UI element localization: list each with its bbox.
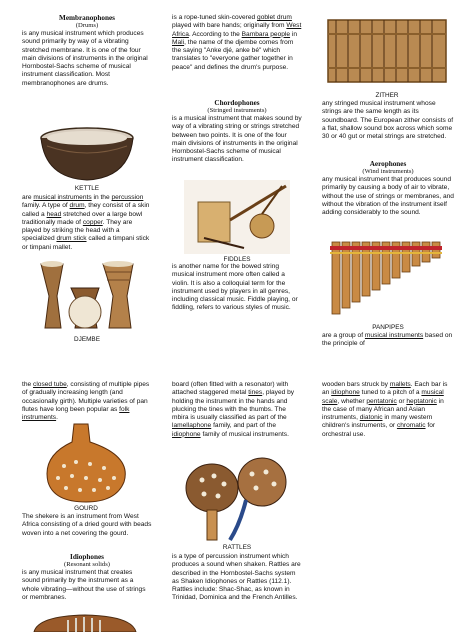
- aerophones-heading: Aerophones: [369, 160, 407, 168]
- aerophones-section: [322, 160, 454, 217]
- panpipes-caption: PANPIPES: [372, 324, 404, 331]
- link-folk-instruments[interactable]: folk instruments: [22, 405, 130, 422]
- rattles-text: is a type of percussion instrument which produces a sound when shaken. Rattles are described in the Hornbostel-Sachs system as Shaken Idiophones or Rattles (112.1). Rattles include: Shac-Shac, as known in Trinidad, Dominica and the French Antilles.: [172, 553, 301, 602]
- link-copper[interactable]: copper: [82, 218, 103, 226]
- aerophones-subheading: (Wind instruments): [362, 168, 414, 175]
- link-drum[interactable]: drum: [69, 202, 85, 210]
- link-mali[interactable]: Mali: [172, 38, 185, 46]
- link-pentatonic[interactable]: pentatonic: [366, 397, 397, 405]
- idiophones-section: [22, 553, 152, 602]
- zither-image: [322, 14, 452, 90]
- link-west-africa[interactable]: West Africa: [172, 22, 302, 38]
- link-head[interactable]: head: [46, 210, 62, 218]
- rattles-caption: RATTLES: [222, 544, 252, 551]
- membranophones-heading: Membranophones: [59, 14, 115, 22]
- panpipes-continued-text: the closed tube, consisting of multiple pipes of gradually increasing length (and occasionally girth). Multiple varieties of pan flutes have long been popular as folk instruments.: [22, 381, 150, 422]
- link-idiophone-2[interactable]: idiophone: [331, 389, 360, 397]
- djembe-image: [33, 258, 141, 330]
- zither-caption: ZITHER: [375, 92, 399, 99]
- kettle-text: are musical instruments in the percussion family. A type of drum, they consist of a skin called a head stretched over a large bowl traditionally made of copper. They are played by striking the head with a specialized drum stick called a timpani stick or timpani mallet.: [22, 194, 150, 251]
- panpipes-image: [330, 238, 446, 316]
- membranophones-body: is any musical instrument which produces sound primarily by way of a vibrating stretched membrane. It is one of the four main divisions of instruments in the original Hornbostel-Sachs scheme of musical instrument classification. Most membranophones are drums.: [22, 30, 148, 87]
- kettle-caption: KETTLE: [74, 185, 100, 192]
- panpipes-text: are a group of musical instruments based on the principle of: [322, 332, 453, 348]
- link-mallets[interactable]: mallets: [389, 381, 411, 388]
- membranophones-subheading: (Drums): [75, 22, 99, 29]
- link-idiophone[interactable]: idiophone: [172, 430, 201, 438]
- link-percussion[interactable]: percussion: [111, 194, 144, 201]
- link-musical-instruments-2[interactable]: musical instruments: [364, 332, 424, 339]
- idiophones-heading: Idiophones: [70, 553, 104, 561]
- rattles-image: [182, 454, 292, 542]
- link-musical-scale[interactable]: musical scale: [322, 389, 444, 405]
- link-lamellaphone[interactable]: lamellaphone: [172, 422, 212, 430]
- link-musical-instruments[interactable]: musical instruments: [33, 194, 92, 201]
- chordophones-subheading: (Stringed instruments): [207, 107, 267, 114]
- chordophones-body: is a musical instrument that makes sound by way of a vibrating string or strings stretched between two points. It is one of the four main divisions of instruments in the original Hornbostel-Sachs scheme of musical instrument classification.: [172, 115, 302, 164]
- djembe-text: is a rope-tuned skin-covered goblet drum played with bare hands; originally from West Africa. According to the Bambara people in Mali, the name of the djembe comes from the saying "Anke djé, anke bé" which translates to "everyone gather together in peace" and defines the drum's purpose.: [172, 14, 302, 71]
- idiophones-body: is any musical instrument that creates sound primarily by the instrument as a whole vibrating—without the use of strings or membranes.: [22, 569, 146, 601]
- mbira-image: [28, 612, 142, 632]
- fiddles-text: is another name for the bowed string musical instrument more often called a violin. It is also a colloquial term for the instrument used by players in all genres, including classical music. Fiddle playing, or fiddling, refers to various styles of music.: [172, 263, 298, 312]
- zither-text: any stringed musical instrument whose strings are the same length as its soundboard. The European zither consists of a flat, shallow sound box across which some 30 or 40 gut or metal strings are stretched.: [322, 100, 454, 141]
- mbira-text: board (often fitted with a resonator) with attached staggered metal tines, played by holding the instrument in the hands and plucking the tines with the thumbs. The mbira is usually classified as part of the lamellaphone family, and part of the idiophone family of musical instruments.: [172, 381, 295, 438]
- link-chromatic[interactable]: chromatic: [396, 422, 426, 430]
- link-drum-stick[interactable]: drum stick: [56, 235, 87, 243]
- aerophones-body: any musical instrument that produces sound primarily by causing a body of air to vibrate, without the use of strings or membranes, and without the vibration of the instrument itself adding considerably to the sound.: [322, 176, 454, 217]
- gourd-image: [34, 422, 138, 504]
- fiddles-image: [184, 180, 290, 254]
- link-closed-tube[interactable]: closed tube: [33, 381, 67, 388]
- fiddles-caption: FIDDLES: [223, 256, 251, 263]
- chordophones-heading: Chordophones: [214, 99, 260, 107]
- link-heptatonic[interactable]: heptatonic: [406, 397, 437, 405]
- djembe-caption: DJEMBE: [74, 336, 100, 343]
- xylophone-text: wooden bars struck by mallets. Each bar is an idiophone tuned to a pitch of a musical scale, whether pentatonic or heptatonic in the case of many African and Asian instruments, diatonic in many western children's instruments, or chromatic for orchestral use.: [322, 381, 448, 438]
- link-diatonic[interactable]: diatonic: [359, 414, 383, 422]
- link-goblet-drum[interactable]: goblet drum: [257, 14, 292, 21]
- idiophones-subheading: (Resonant solids): [64, 561, 110, 568]
- link-bambara-people[interactable]: Bambara people: [241, 30, 291, 38]
- link-tines[interactable]: tines: [248, 389, 263, 397]
- chordophones-section: [172, 99, 302, 165]
- gourd-text: The shekere is an instrument from West Africa consisting of a dried gourd with beads woven into a net covering the gourd.: [22, 513, 152, 537]
- kettle-drum-image: [35, 126, 139, 182]
- gourd-caption: GOURD: [74, 505, 98, 512]
- membranophones-section: [22, 14, 152, 88]
